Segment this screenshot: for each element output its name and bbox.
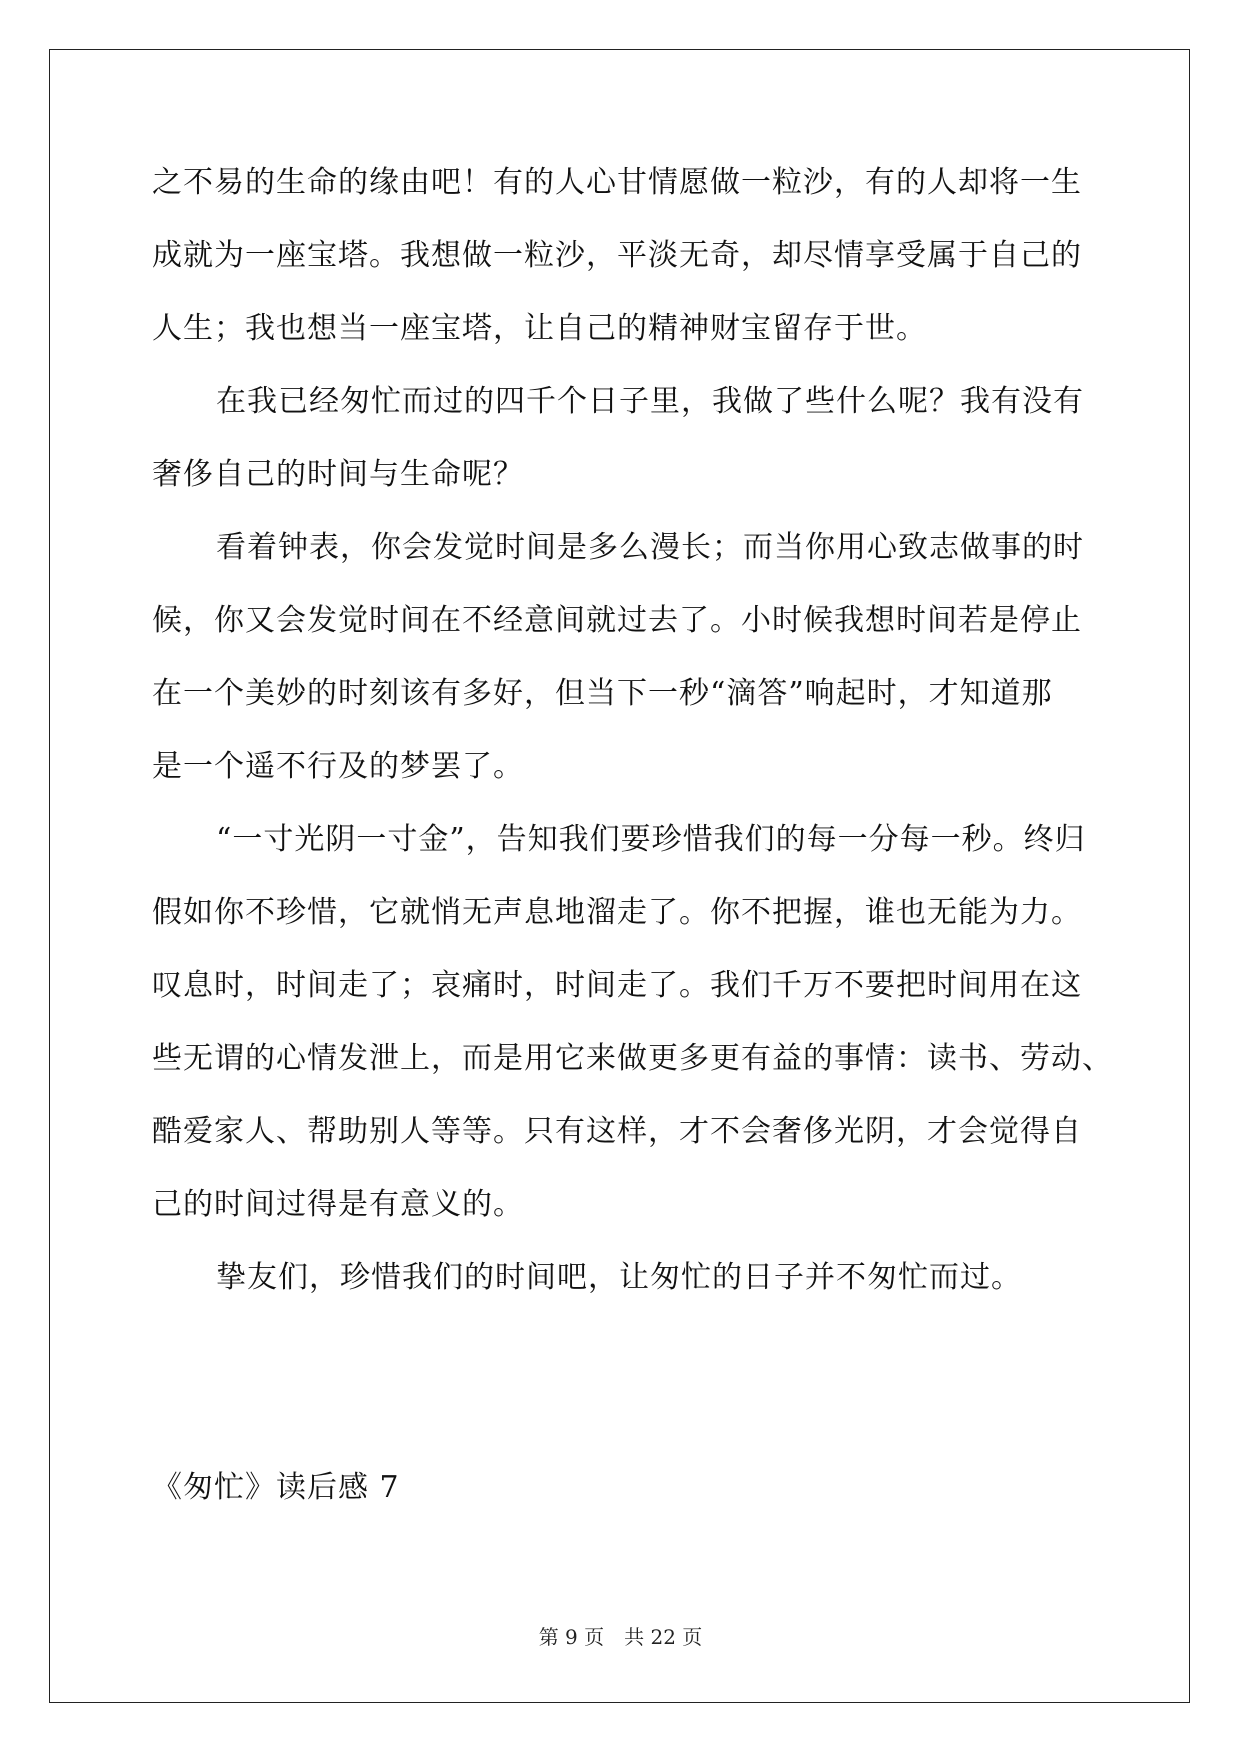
paragraph-line: 挚友们，珍惜我们的时间吧，让匆忙的日子并不匆忙而过。: [216, 1260, 1022, 1295]
paragraph-line: 在一个美妙的时刻该有多好，但当下一秒“滴答”响起时，才知道那: [152, 676, 1053, 711]
paragraph-line: 假如你不珍惜，它就悄无声息地溜走了。你不把握，谁也无能为力。: [152, 895, 1082, 930]
page-footer: [0, 1625, 1241, 1649]
paragraph-line: 是一个遥不行及的梦罢了。: [152, 749, 524, 784]
current-page-number: 第 9 页: [538, 1625, 605, 1649]
paragraph-line: 在我已经匆忙而过的四千个日子里，我做了些什么呢？我有没有: [216, 384, 1084, 419]
paragraph-line: 之不易的生命的缘由吧！有的人心甘情愿做一粒沙，有的人却将一生: [152, 165, 1082, 200]
paragraph-line: 看着钟表，你会发觉时间是多么漫长；而当你用心致志做事的时: [216, 530, 1084, 565]
paragraph-line: 人生；我也想当一座宝塔，让自己的精神财宝留存于世。: [152, 311, 927, 346]
paragraph-line: 些无谓的心情发泄上，而是用它来做更多更有益的事情：读书、劳动、: [152, 1041, 1113, 1076]
section-heading: 《匆忙》读后感 7: [152, 1470, 400, 1505]
paragraph-line: 候，你又会发觉时间在不经意间就过去了。小时候我想时间若是停止: [152, 603, 1082, 638]
paragraph-line: 叹息时，时间走了；哀痛时，时间走了。我们千万不要把时间用在这: [152, 968, 1082, 1003]
paragraph-line: “一寸光阴一寸金”，告知我们要珍惜我们的每一分每一秒。终归: [216, 822, 1086, 857]
paragraph-line: 奢侈自己的时间与生命呢？: [152, 457, 524, 492]
page-border: [49, 49, 1190, 1703]
paragraph-line: 成就为一座宝塔。我想做一粒沙，平淡无奇，却尽情享受属于自己的: [152, 238, 1082, 273]
paragraph-line: 酷爱家人、帮助别人等等。只有这样，才不会奢侈光阴，才会觉得自: [152, 1114, 1082, 1149]
total-pages: 共 22 页: [624, 1625, 703, 1649]
paragraph-line: 己的时间过得是有意义的。: [152, 1187, 524, 1222]
